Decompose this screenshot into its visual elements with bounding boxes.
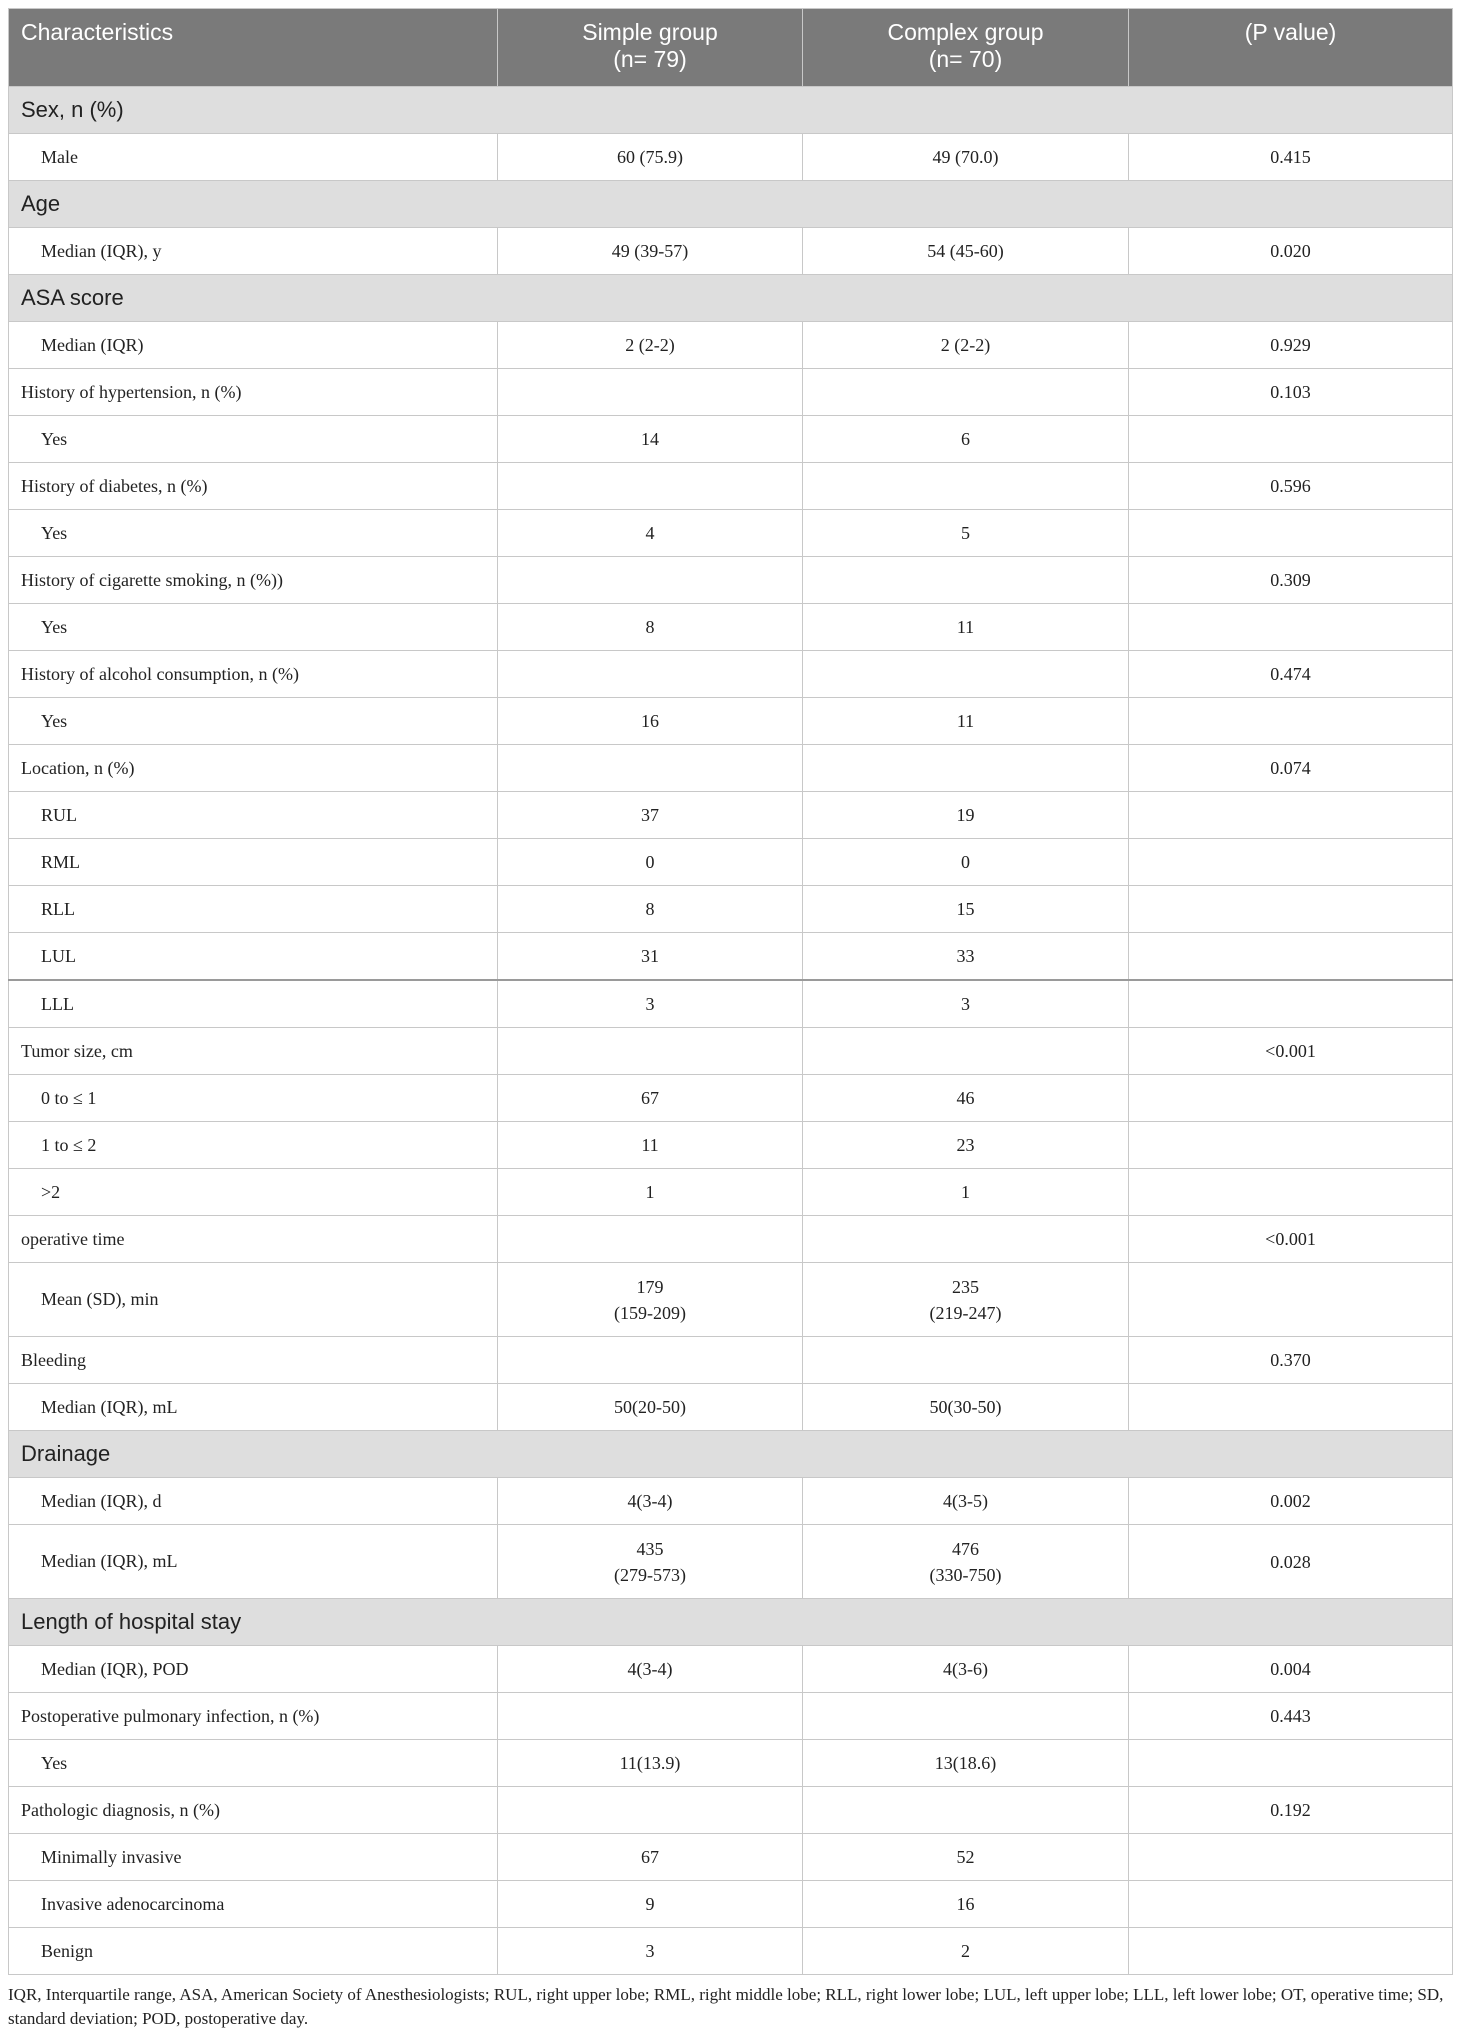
table-row (9, 1646, 1453, 1693)
simple-group-value (498, 651, 803, 698)
complex-group-value (803, 604, 1129, 651)
table-row (9, 322, 1453, 369)
complex-group-value (803, 1075, 1129, 1122)
simple-group-value (498, 228, 803, 275)
simple-group-value-line1: 179 (636, 1276, 664, 1297)
p-value: 0.192 (1129, 1787, 1453, 1834)
p-value (1129, 886, 1453, 933)
complex-group-value (803, 980, 1129, 1028)
simple-group-value-line1: 11 (641, 1135, 659, 1155)
simple-group-value (498, 1263, 803, 1337)
complex-group-value-line1: 49 (70.0) (932, 147, 999, 167)
complex-group-value-line2: (219-247) (929, 1302, 1002, 1323)
table-row (9, 416, 1453, 463)
section-header-row (9, 1599, 1453, 1646)
simple-group-value-line1: 4(3-4) (627, 1659, 673, 1679)
complex-group-value-line1: 0 (961, 852, 970, 872)
p-value: 0.028 (1129, 1525, 1453, 1599)
row-label: Tumor size, cm (9, 1028, 498, 1075)
simple-group-value-line2: (159-209) (614, 1302, 686, 1323)
simple-group-value-line1: 14 (641, 429, 659, 449)
row-label: Male (9, 134, 498, 181)
simple-group-value-line1: 3 (645, 1941, 655, 1961)
simple-group-value (498, 1337, 803, 1384)
complex-group-value-line1: 13(18.6) (934, 1753, 997, 1773)
complex-group-value (803, 1740, 1129, 1787)
header-p-value: (P value) (1129, 9, 1453, 87)
p-value (1129, 839, 1453, 886)
p-value: 0.002 (1129, 1478, 1453, 1525)
complex-group-value (803, 322, 1129, 369)
simple-group-value (498, 463, 803, 510)
table-row (9, 1075, 1453, 1122)
p-value (1129, 933, 1453, 981)
simple-group-value (498, 369, 803, 416)
header-simple-title: Simple group (582, 19, 718, 45)
header-complex-n: (n= 70) (928, 46, 1003, 72)
table-row (9, 839, 1453, 886)
simple-group-value (498, 1787, 803, 1834)
section-header-row (9, 87, 1453, 134)
row-label: Median (IQR), y (9, 228, 498, 275)
simple-group-value-line1: 60 (75.9) (617, 147, 683, 167)
table-row (9, 698, 1453, 745)
complex-group-value (803, 1337, 1129, 1384)
p-value (1129, 1834, 1453, 1881)
table-row (9, 604, 1453, 651)
complex-group-value-line1: 4(3-6) (943, 1659, 988, 1679)
complex-group-value (803, 1478, 1129, 1525)
table-row (9, 651, 1453, 698)
row-label: Bleeding (9, 1337, 498, 1384)
p-value: <0.001 (1129, 1216, 1453, 1263)
simple-group-value (498, 1928, 803, 1975)
simple-group-value (498, 604, 803, 651)
row-label: Median (IQR), mL (9, 1525, 498, 1599)
simple-group-value (498, 1693, 803, 1740)
simple-group-value (498, 698, 803, 745)
header-simple-group (498, 9, 803, 87)
complex-group-value (803, 651, 1129, 698)
simple-group-value (498, 1216, 803, 1263)
table-body (9, 87, 1453, 1975)
simple-group-value (498, 1122, 803, 1169)
row-label: RUL (9, 792, 498, 839)
simple-group-value (498, 1075, 803, 1122)
table-row (9, 1881, 1453, 1928)
section-label: Drainage (9, 1431, 1453, 1478)
complex-group-value-line1: 52 (956, 1847, 975, 1867)
table-row (9, 510, 1453, 557)
table-row (9, 1122, 1453, 1169)
complex-group-value (803, 1693, 1129, 1740)
complex-group-value (803, 1384, 1129, 1431)
section-header-row (9, 1431, 1453, 1478)
complex-group-value (803, 1525, 1129, 1599)
simple-group-value-line1: 0 (645, 852, 655, 872)
simple-group-value (498, 1881, 803, 1928)
simple-group-value (498, 1646, 803, 1693)
simple-group-value (498, 980, 803, 1028)
table-row (9, 1216, 1453, 1263)
table-row (9, 1787, 1453, 1834)
complex-group-value (803, 510, 1129, 557)
complex-group-value (803, 1928, 1129, 1975)
table-container (8, 8, 1452, 2031)
complex-group-value-line1: 23 (956, 1135, 975, 1155)
complex-group-value-line1: 19 (956, 805, 975, 825)
p-value (1129, 1169, 1453, 1216)
table-row (9, 463, 1453, 510)
complex-group-value-line1: 46 (956, 1088, 975, 1108)
p-value (1129, 1263, 1453, 1337)
table-row (9, 1740, 1453, 1787)
row-label: Pathologic diagnosis, n (%) (9, 1787, 498, 1834)
simple-group-value-line1: 50(20-50) (614, 1397, 686, 1417)
section-label: ASA score (9, 275, 1453, 322)
complex-group-value-line1: 4(3-5) (943, 1491, 988, 1511)
p-value (1129, 1740, 1453, 1787)
row-label: RML (9, 839, 498, 886)
p-value (1129, 604, 1453, 651)
section-header-row (9, 181, 1453, 228)
simple-group-value (498, 1169, 803, 1216)
row-label: Yes (9, 604, 498, 651)
simple-group-value-line1: 11(13.9) (619, 1753, 681, 1773)
p-value (1129, 792, 1453, 839)
simple-group-value (498, 792, 803, 839)
row-label: LUL (9, 933, 498, 981)
simple-group-value (498, 322, 803, 369)
simple-group-value (498, 1478, 803, 1525)
section-label: Length of hospital stay (9, 1599, 1453, 1646)
p-value: 0.443 (1129, 1693, 1453, 1740)
p-value (1129, 1122, 1453, 1169)
table-row (9, 369, 1453, 416)
simple-group-value-line1: 49 (39-57) (611, 241, 689, 261)
section-header-row (9, 275, 1453, 322)
characteristics-table (8, 8, 1453, 1975)
row-label: History of cigarette smoking, n (%)) (9, 557, 498, 604)
p-value (1129, 510, 1453, 557)
simple-group-value-line1: 8 (645, 617, 655, 637)
complex-group-value (803, 134, 1129, 181)
table-row (9, 792, 1453, 839)
simple-group-value (498, 557, 803, 604)
row-label: Invasive adenocarcinoma (9, 1881, 498, 1928)
row-label: operative time (9, 1216, 498, 1263)
complex-group-value (803, 839, 1129, 886)
complex-group-value (803, 557, 1129, 604)
simple-group-value (498, 1525, 803, 1599)
row-label: RLL (9, 886, 498, 933)
p-value (1129, 1928, 1453, 1975)
simple-group-value-line1: 31 (641, 946, 659, 966)
complex-group-value-line1: 11 (956, 711, 975, 731)
complex-group-value (803, 369, 1129, 416)
header-complex-group (803, 9, 1129, 87)
complex-group-value (803, 1881, 1129, 1928)
header-complex-title: Complex group (887, 19, 1044, 45)
complex-group-value-line1: 11 (956, 617, 975, 637)
row-label: 1 to ≤ 2 (9, 1122, 498, 1169)
complex-group-value (803, 933, 1129, 981)
complex-group-value (803, 1646, 1129, 1693)
table-row (9, 557, 1453, 604)
table-row (9, 1928, 1453, 1975)
footnote: IQR, Interquartile range, ASA, American Society of Anesthesiologists; RUL, right upper lobe; RML, right middle lobe; RLL, right lower lobe; LUL, left upper lobe; LLL, left lower lobe; OT, operative time; SD, standard deviation; POD, postoperative day. (8, 1985, 1444, 2028)
p-value: 0.474 (1129, 651, 1453, 698)
row-label: Yes (9, 1740, 498, 1787)
simple-group-value (498, 134, 803, 181)
complex-group-value (803, 416, 1129, 463)
simple-group-value-line1: 16 (641, 711, 659, 731)
simple-group-value (498, 510, 803, 557)
table-row (9, 134, 1453, 181)
complex-group-value (803, 1122, 1129, 1169)
simple-group-value-line1: 37 (641, 805, 659, 825)
complex-group-value (803, 1216, 1129, 1263)
complex-group-value (803, 1263, 1129, 1337)
simple-group-value (498, 1834, 803, 1881)
complex-group-value (803, 792, 1129, 839)
header-simple-n: (n= 79) (613, 46, 687, 72)
table-row (9, 1337, 1453, 1384)
complex-group-value-line1: 476 (952, 1538, 979, 1559)
p-value (1129, 1075, 1453, 1122)
row-label: History of hypertension, n (%) (9, 369, 498, 416)
row-label: 0 to ≤ 1 (9, 1075, 498, 1122)
complex-group-value-line1: 54 (45-60) (927, 241, 1004, 261)
row-label: Median (IQR), mL (9, 1384, 498, 1431)
header-row (9, 9, 1453, 87)
simple-group-value-line1: 67 (641, 1088, 659, 1108)
row-label: Yes (9, 510, 498, 557)
simple-group-value (498, 933, 803, 981)
simple-group-value (498, 1028, 803, 1075)
simple-group-value-line1: 4(3-4) (627, 1491, 673, 1511)
complex-group-value-line1: 50(30-50) (929, 1397, 1002, 1417)
row-label: >2 (9, 1169, 498, 1216)
table-row (9, 1525, 1453, 1599)
table-row (9, 1478, 1453, 1525)
simple-group-value-line2: (279-573) (614, 1564, 686, 1585)
section-label: Sex, n (%) (9, 87, 1453, 134)
complex-group-value-line1: 1 (961, 1182, 970, 1202)
p-value: <0.001 (1129, 1028, 1453, 1075)
complex-group-value (803, 1787, 1129, 1834)
row-label: History of alcohol consumption, n (%) (9, 651, 498, 698)
complex-group-value (803, 1028, 1129, 1075)
simple-group-value-line1: 1 (645, 1182, 655, 1202)
complex-group-value-line1: 3 (961, 994, 970, 1014)
simple-group-value (498, 745, 803, 792)
row-label: Minimally invasive (9, 1834, 498, 1881)
p-value: 0.415 (1129, 134, 1453, 181)
row-label: Mean (SD), min (9, 1263, 498, 1337)
row-label: LLL (9, 980, 498, 1028)
p-value: 0.004 (1129, 1646, 1453, 1693)
table-row (9, 1693, 1453, 1740)
p-value (1129, 1881, 1453, 1928)
p-value (1129, 980, 1453, 1028)
complex-group-value (803, 1169, 1129, 1216)
table-row (9, 1263, 1453, 1337)
simple-group-value (498, 1740, 803, 1787)
table-row (9, 228, 1453, 275)
complex-group-value (803, 886, 1129, 933)
complex-group-value (803, 698, 1129, 745)
section-label: Age (9, 181, 1453, 228)
simple-group-value-line1: 67 (641, 1847, 659, 1867)
complex-group-value-line1: 235 (952, 1276, 979, 1297)
simple-group-value (498, 416, 803, 463)
p-value: 0.929 (1129, 322, 1453, 369)
row-label: Yes (9, 698, 498, 745)
p-value (1129, 698, 1453, 745)
complex-group-value-line1: 5 (961, 523, 970, 543)
simple-group-value-line1: 9 (645, 1894, 655, 1914)
row-label: Yes (9, 416, 498, 463)
row-label: Postoperative pulmonary infection, n (%) (9, 1693, 498, 1740)
complex-group-value (803, 228, 1129, 275)
table-row (9, 1834, 1453, 1881)
p-value (1129, 1384, 1453, 1431)
simple-group-value-line1: 2 (2-2) (625, 335, 675, 355)
p-value: 0.020 (1129, 228, 1453, 275)
row-label: Median (IQR), POD (9, 1646, 498, 1693)
simple-group-value-line1: 4 (645, 523, 655, 543)
complex-group-value-line1: 16 (956, 1894, 975, 1914)
table-row (9, 1028, 1453, 1075)
simple-group-value (498, 839, 803, 886)
complex-group-value-line1: 6 (961, 429, 970, 449)
row-label: Median (IQR), d (9, 1478, 498, 1525)
row-label: Benign (9, 1928, 498, 1975)
p-value: 0.074 (1129, 745, 1453, 792)
p-value: 0.309 (1129, 557, 1453, 604)
row-label: Median (IQR) (9, 322, 498, 369)
complex-group-value-line1: 15 (956, 899, 975, 919)
complex-group-value (803, 463, 1129, 510)
simple-group-value (498, 1384, 803, 1431)
row-label: History of diabetes, n (%) (9, 463, 498, 510)
p-value (1129, 416, 1453, 463)
complex-group-value (803, 745, 1129, 792)
header-characteristics: Characteristics (9, 9, 498, 87)
table-row (9, 745, 1453, 792)
complex-group-value-line1: 2 (961, 1941, 970, 1961)
complex-group-value-line1: 33 (956, 946, 975, 966)
table-row (9, 933, 1453, 981)
p-value: 0.596 (1129, 463, 1453, 510)
simple-group-value-line1: 8 (645, 899, 655, 919)
complex-group-value-line2: (330-750) (929, 1564, 1002, 1585)
complex-group-value-line1: 2 (2-2) (940, 335, 991, 355)
row-label: Location, n (%) (9, 745, 498, 792)
table-row (9, 1169, 1453, 1216)
complex-group-value (803, 1834, 1129, 1881)
simple-group-value-line1: 435 (636, 1538, 664, 1559)
p-value: 0.103 (1129, 369, 1453, 416)
p-value: 0.370 (1129, 1337, 1453, 1384)
table-row (9, 1384, 1453, 1431)
table-row (9, 886, 1453, 933)
simple-group-value-line1: 3 (645, 994, 655, 1014)
simple-group-value (498, 886, 803, 933)
table-row (9, 980, 1453, 1028)
